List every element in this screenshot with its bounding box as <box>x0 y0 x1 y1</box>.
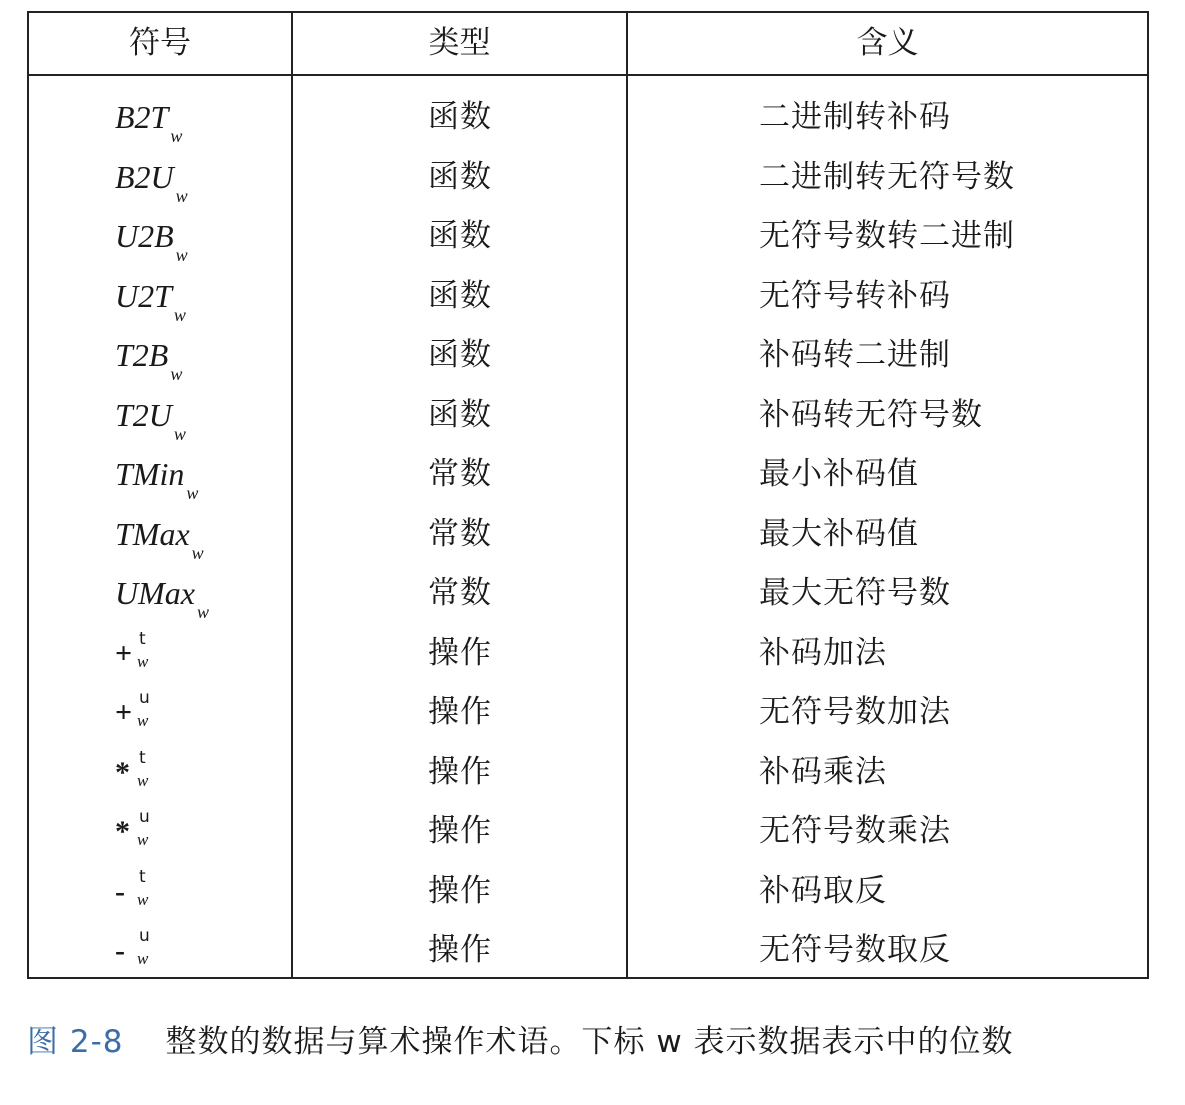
symbol-cell <box>115 267 186 327</box>
meaning-cell: 无符号数加法 <box>759 694 951 730</box>
type-cell: 常数 <box>428 575 492 611</box>
operator-subscript: w <box>137 949 149 968</box>
meaning-cell: 无符号转补码 <box>759 277 951 314</box>
meaning-cell: 补码转二进制 <box>759 337 951 373</box>
header-type: 类型 <box>428 25 491 61</box>
type-cell: 常数 <box>428 515 492 552</box>
operator-superscript: u <box>139 926 150 946</box>
symbol-cell <box>115 505 204 565</box>
type-cell: 函数 <box>428 396 492 433</box>
operator-subscript: w <box>137 770 149 790</box>
symbol-cell <box>115 88 182 148</box>
operator-superscript: t <box>139 747 146 768</box>
operator-base: + <box>115 636 133 670</box>
type-cell: 操作 <box>428 694 492 730</box>
terminology-table <box>27 11 1149 979</box>
meaning-cell: 二进制转无符号数 <box>759 158 1015 195</box>
table-row <box>29 624 1147 684</box>
type-cell: 函数 <box>428 277 492 314</box>
symbol-cell <box>115 683 155 743</box>
meaning-cell: 补码转无符号数 <box>759 396 983 433</box>
meaning-cell: 无符号数转二进制 <box>759 218 1015 254</box>
operator-symbol <box>115 921 155 981</box>
type-cell: 操作 <box>428 872 492 909</box>
symbol-name: U2T <box>115 277 172 314</box>
table-row <box>29 207 1147 267</box>
meaning-cell: 补码乘法 <box>759 753 887 790</box>
symbol-subscript: w <box>196 602 209 622</box>
operator-base: * <box>115 815 130 848</box>
symbol-subscript: w <box>173 304 186 325</box>
operator-base: + <box>115 696 133 729</box>
symbol-name: TMax <box>115 515 190 552</box>
operator-superscript: t <box>139 628 146 649</box>
figure-caption <box>27 1016 1014 1061</box>
symbol-subscript: w <box>175 245 188 265</box>
symbol-name: UMax <box>115 575 195 611</box>
type-cell: 函数 <box>428 99 492 135</box>
symbol-cell <box>115 564 209 624</box>
type-cell: 函数 <box>428 218 492 254</box>
symbol-subscript: w <box>173 423 186 444</box>
operator-superscript: t <box>139 866 146 887</box>
meaning-cell: 二进制转补码 <box>759 99 951 135</box>
symbol-subscript: w <box>170 364 183 384</box>
symbol-cell <box>115 207 188 267</box>
meaning-cell: 最大无符号数 <box>759 575 951 611</box>
table-row <box>29 802 1147 862</box>
meaning-cell: 补码加法 <box>759 634 887 671</box>
symbol-name: U2B <box>115 218 174 254</box>
symbol-subscript: w <box>170 126 183 146</box>
meaning-cell: 无符号数取反 <box>759 932 951 968</box>
table-row <box>29 564 1147 624</box>
symbol-name: TMin <box>115 456 185 492</box>
table-row <box>29 505 1147 565</box>
operator-subscript: w <box>137 711 149 730</box>
type-cell: 操作 <box>428 753 492 790</box>
type-cell: 操作 <box>428 932 492 968</box>
table-row <box>29 743 1147 803</box>
operator-base: - <box>115 934 125 967</box>
operator-superscript: u <box>139 688 150 708</box>
symbol-name: T2B <box>115 337 169 373</box>
operator-symbol <box>115 802 155 862</box>
symbol-subscript: w <box>175 185 188 206</box>
table-row <box>29 148 1147 208</box>
figure-label: 图 2-8 <box>27 1024 124 1060</box>
operator-subscript: w <box>137 889 149 909</box>
operator-subscript: w <box>137 651 149 671</box>
type-cell: 操作 <box>428 634 492 671</box>
meaning-cell: 补码取反 <box>759 872 887 909</box>
header-divider <box>29 74 1147 76</box>
table-row <box>29 386 1147 446</box>
table-row <box>29 683 1147 743</box>
symbol-cell <box>115 326 182 386</box>
operator-base: * <box>115 755 130 789</box>
table-row <box>29 445 1147 505</box>
table-body <box>29 88 1147 981</box>
symbol-cell <box>115 445 198 505</box>
table-row <box>29 326 1147 386</box>
meaning-cell: 无符号数乘法 <box>759 813 951 849</box>
meaning-cell: 最大补码值 <box>759 515 919 552</box>
symbol-name: T2U <box>115 396 172 433</box>
symbol-subscript: w <box>191 542 204 563</box>
table-row <box>29 88 1147 148</box>
symbol-cell <box>115 921 155 981</box>
table-row <box>29 267 1147 327</box>
symbol-cell <box>115 386 186 446</box>
symbol-subscript: w <box>186 483 199 503</box>
operator-superscript: u <box>139 807 150 827</box>
type-cell: 操作 <box>428 813 492 849</box>
header-symbol: 符号 <box>129 25 191 61</box>
symbol-name: B2T <box>115 99 169 135</box>
symbol-cell <box>115 802 155 862</box>
meaning-cell: 最小补码值 <box>759 456 919 492</box>
type-cell: 常数 <box>428 456 492 492</box>
table-row <box>29 921 1147 981</box>
symbol-name: B2U <box>115 158 174 195</box>
type-cell: 函数 <box>428 337 492 373</box>
table-row <box>29 862 1147 922</box>
type-cell: 函数 <box>428 158 492 195</box>
operator-subscript: w <box>137 830 149 849</box>
header-meaning: 含义 <box>856 25 919 61</box>
figure-caption-text: 整数的数据与算术操作术语。下标 w 表示数据表示中的位数 <box>165 1024 1014 1060</box>
operator-symbol <box>115 683 155 743</box>
symbol-cell <box>115 148 188 208</box>
operator-base: - <box>115 874 125 908</box>
